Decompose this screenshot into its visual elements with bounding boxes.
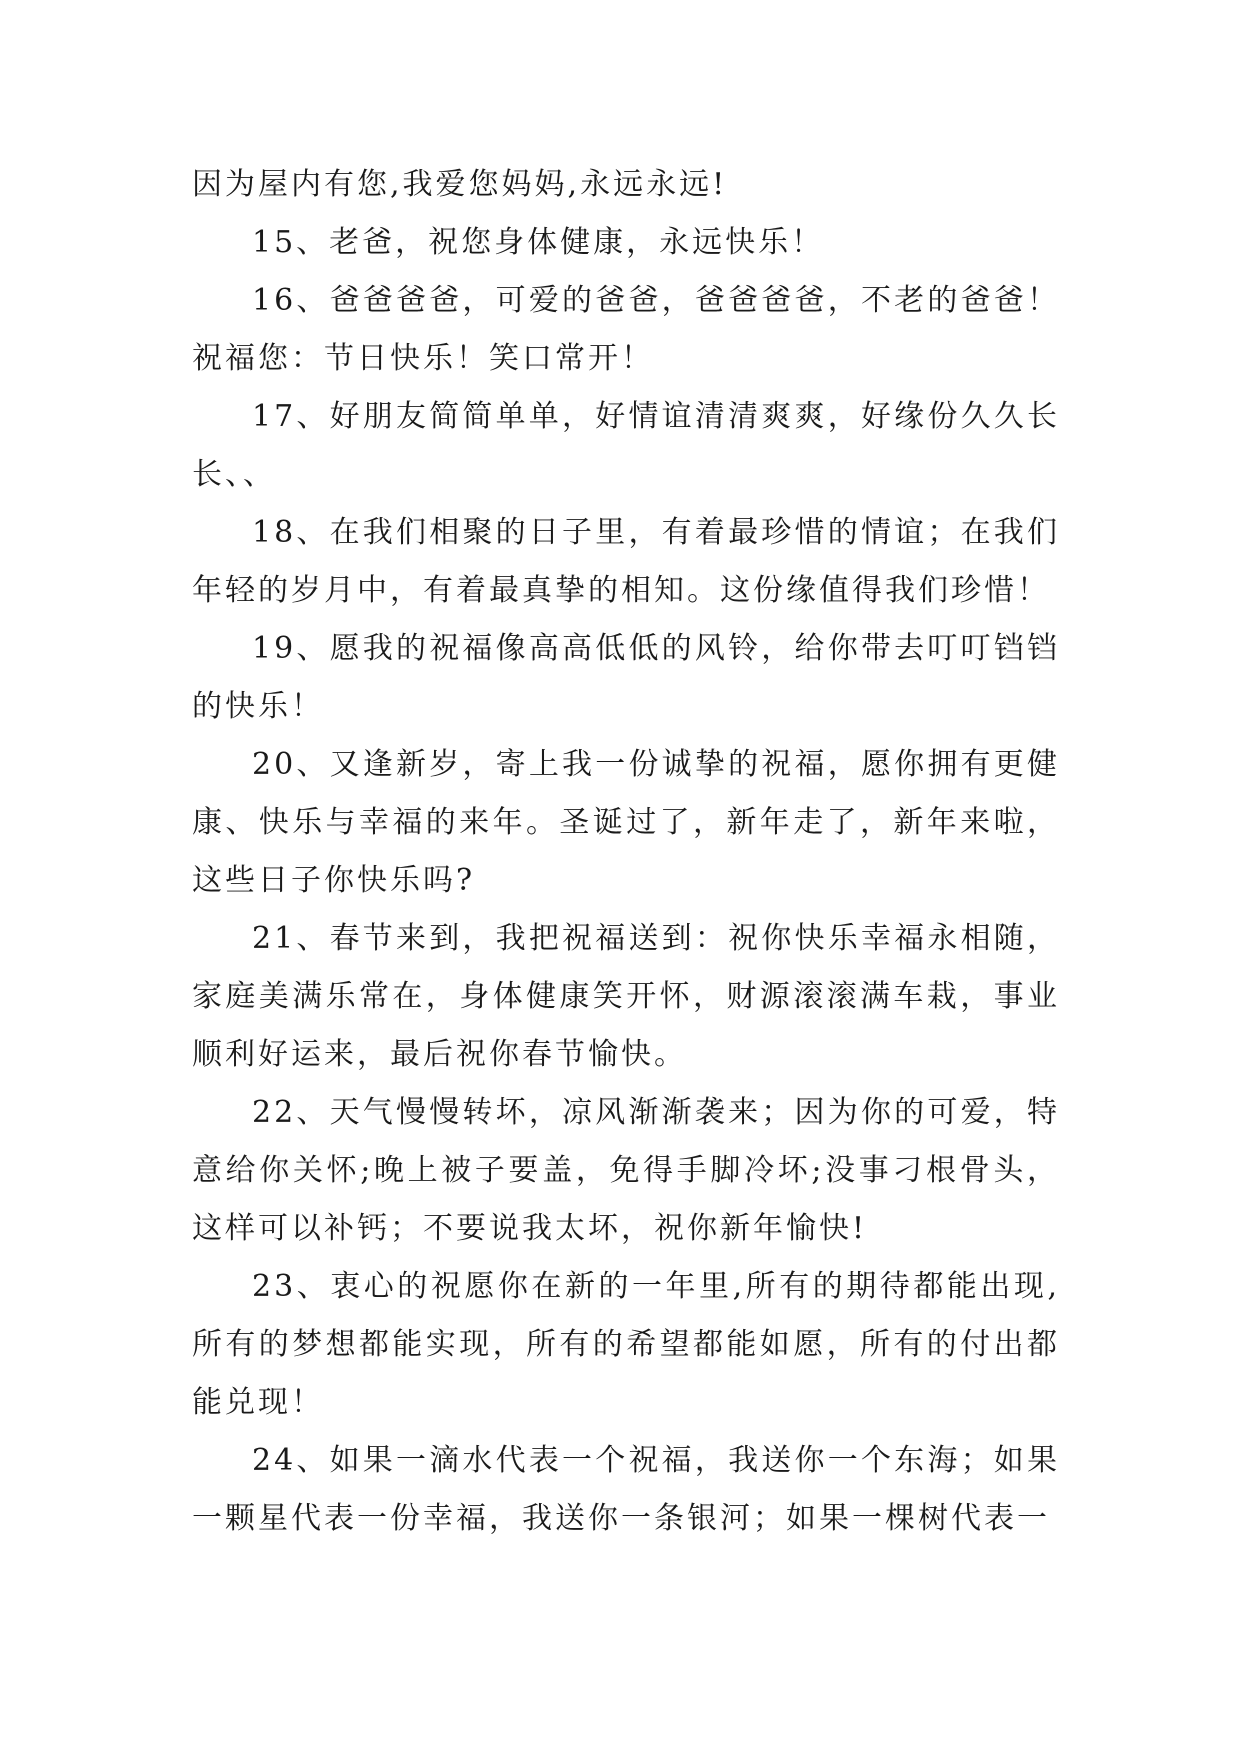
- paragraph: 20、又逢新岁，寄上我一份诚挚的祝福，愿你拥有更健康、快乐与幸福的来年。圣诞过了，新年走了，新年来啦，这些日子你快乐吗?: [192, 747, 1060, 898]
- paragraph: 23、衷心的祝愿你在新的一年里,所有的期待都能出现,所有的梦想都能实现，所有的希望都能如愿，所有的付出都能兑现！: [192, 1269, 1060, 1420]
- paragraph: 15、老爸，祝您身体健康，永远快乐！: [252, 225, 825, 260]
- paragraph: 21、春节来到，我把祝福送到：祝你快乐幸福永相随，家庭美满乐常在，身体健康笑开怀，财源滚滚满车栽，事业顺利好运来，最后祝你春节愉快。: [192, 921, 1060, 1072]
- paragraph: 24、如果一滴水代表一个祝福，我送你一个东海；如果一颗星代表一份幸福，我送你一条银河；如果一棵树代表一: [192, 1443, 1060, 1536]
- paragraph: 因为屋内有您,我爱您妈妈,永远永远!: [192, 167, 728, 202]
- paragraph: 16、爸爸爸爸，可爱的爸爸，爸爸爸爸，不老的爸爸！祝福您：节日快乐！笑口常开！: [192, 283, 1060, 376]
- paragraph: 17、好朋友简简单单，好情谊清清爽爽，好缘份久久长长、、: [192, 399, 1060, 492]
- paragraph: 22、天气慢慢转坏，凉风渐渐袭来；因为你的可爱，特意给你关怀;晚上被子要盖，免得手脚冷坏;没事刁根骨头，这样可以补钙；不要说我太坏，祝你新年愉快!: [192, 1095, 1060, 1246]
- paragraph: 18、在我们相聚的日子里，有着最珍惜的情谊；在我们年轻的岁月中，有着最真挚的相知。这份缘值得我们珍惜！: [192, 515, 1060, 608]
- document-body: [192, 156, 1060, 1548]
- paragraph: 19、愿我的祝福像高高低低的风铃，给你带去叮叮铛铛的快乐！: [192, 631, 1060, 724]
